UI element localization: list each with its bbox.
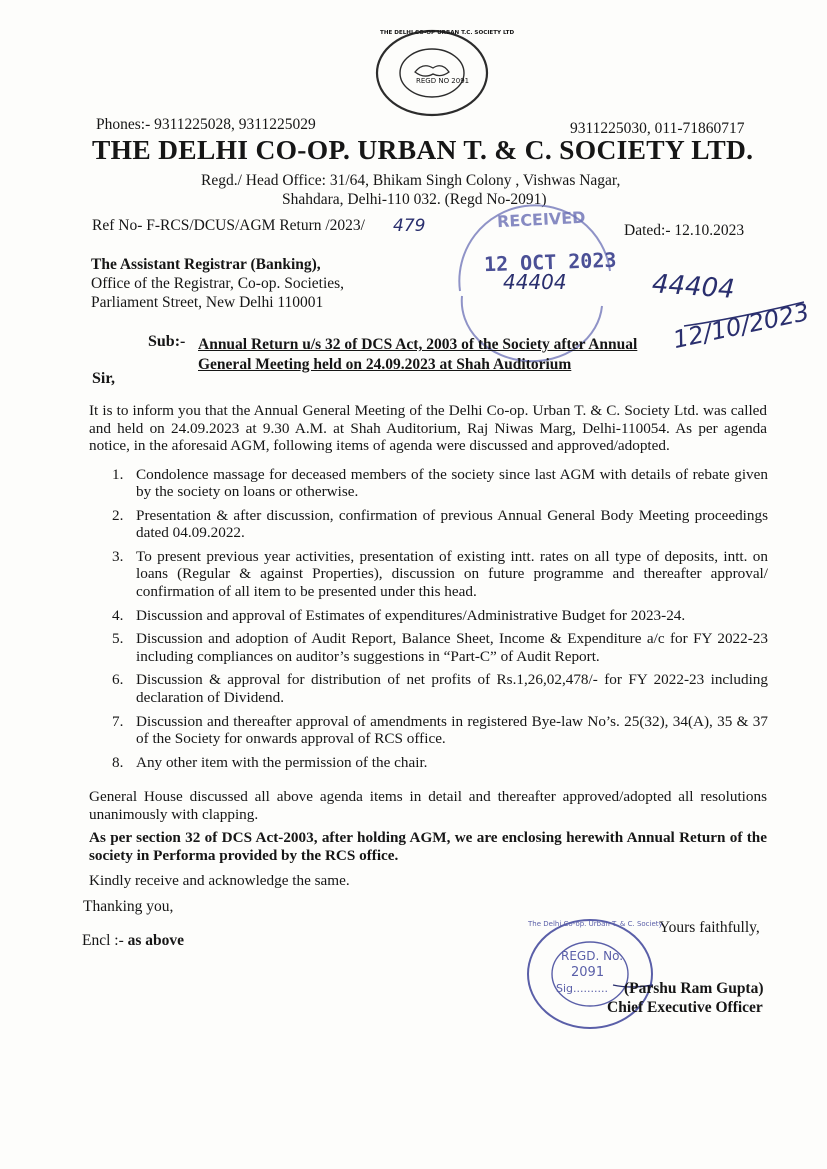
thanking-line: Thanking you, xyxy=(83,898,174,915)
agenda-item: 7. Discussion and thereafter approval of amendments in registered Bye-law No’s. 25(32), 34(A), 35 & 37 of the Society for onwards approval of RCS office. xyxy=(112,712,768,747)
closing-line: Yours faithfully, xyxy=(659,919,760,936)
intro-paragraph: It is to inform you that the Annual General Meeting of the Delhi Co-op. Urban T. & C. Society Ltd. was called and held on 24.09.2023 at 9.30 A.M. at Shah Auditorium, Raj Niwas Marg, Delhi-110054. As per agenda notice, in the aforesaid AGM, following items of agenda were discussed and approved/adopted. xyxy=(89,402,767,455)
general-house-paragraph: General House discussed all above agenda items in detail and thereafter approved/adopted all resolutions unanimously with clapping. xyxy=(89,788,767,823)
handwritten-note-number: 44404 xyxy=(651,269,736,305)
letter-date: Dated:- 12.10.2023 xyxy=(624,222,745,239)
agenda-item: 2. Presentation & after discussion, confirmation of previous Annual General Body Meeting proceedings dated 04.09.2022. xyxy=(112,507,768,542)
agenda-item: 3. To present previous year activities, presentation of existing intt. rates on all type of deposits, intt. on loans (Regular & against Properties), discussion on future programme and thereafter approval/ confirmation of all item to be presented under this head. xyxy=(112,548,768,600)
seal-bottom-sig: Sig.......... xyxy=(556,982,608,995)
seal-top-ring-text: THE DELHI CO-OP URBAN T.C. SOCIETY LTD xyxy=(380,30,515,36)
handwritten-note-date: 12/10/2023 xyxy=(670,297,812,355)
received-stamp-label: RECEIVED xyxy=(496,207,586,232)
office-address-line2: Shahdara, Delhi-110 032. (Regd No-2091) xyxy=(282,191,547,208)
signatory-title: Chief Executive Officer xyxy=(607,999,763,1016)
handwritten-ref-number: 479 xyxy=(393,216,426,236)
reference-number: Ref No- F-RCS/DCUS/AGM Return /2023/ xyxy=(92,217,365,234)
kindly-receive-line: Kindly receive and acknowledge the same. xyxy=(89,872,350,889)
subject-text: Annual Return u/s 32 of DCS Act, 2003 of the Society after Annual General Meeting held on 24.09.2023 at Shah Auditorium xyxy=(198,336,638,373)
addressee-block xyxy=(91,255,344,312)
society-seal-top xyxy=(371,28,515,118)
agenda-item: 4. Discussion and approval of Estimates of expenditures/Administrative Budget for 2023-24. xyxy=(112,606,686,624)
seal-top-regd-text: REGD NO 2091 xyxy=(416,77,470,85)
addressee-line2: Office of the Registrar, Co-op. Societies, xyxy=(91,275,345,292)
received-stamp-handwritten: 44404 xyxy=(503,270,567,294)
phone-numbers-left: Phones:- 9311225028, 9311225029 xyxy=(96,116,316,133)
seal-bottom-regd-label: REGD. No. xyxy=(561,949,624,963)
addressee-line1: The Assistant Registrar (Banking), xyxy=(91,256,321,273)
agenda-item: 1. Condolence massage for deceased members of the society since last AGM with details of rebate given by the society on loans or otherwise. xyxy=(112,466,768,501)
agenda-list xyxy=(108,466,768,777)
enclosure-label: Encl :- xyxy=(82,932,124,949)
seal-bottom-regd-number: 2091 xyxy=(571,965,605,980)
addressee-line3: Parliament Street, New Delhi 110001 xyxy=(91,294,324,311)
office-address-line1: Regd./ Head Office: 31/64, Bhikam Singh Colony , Vishwas Nagar, xyxy=(201,172,621,189)
agenda-item: 6. Discussion & approval for distribution of net profits of Rs.1,26,02,478/- for FY 2022-23 including declaration of Dividend. xyxy=(112,671,768,706)
agenda-item: 8. Any other item with the permission of the chair. xyxy=(112,753,428,771)
signatory-name: (Parshu Ram Gupta) xyxy=(624,980,764,997)
received-stamp-date: 12 OCT 2023 xyxy=(483,247,617,277)
phone-numbers-right: 9311225030, 011-71860717 xyxy=(570,120,745,137)
society-title: THE DELHI CO-OP. URBAN T. & C. SOCIETY LTD. xyxy=(92,134,754,165)
salutation: Sir, xyxy=(92,370,115,387)
agenda-item: 5. Discussion and adoption of Audit Report, Balance Sheet, Income & Expenditure a/c for FY 2022-23 including compliances on auditor’s suggestions in “Part-C” of Audit Report. xyxy=(112,630,768,665)
enclosure-line xyxy=(82,932,184,950)
section32-paragraph: As per section 32 of DCS Act-2003, after holding AGM, we are enclosing herewith Annual Return of the society in Performa provided by the RCS office. xyxy=(89,829,767,864)
enclosure-value: as above xyxy=(127,932,185,949)
seal-bottom-ring-text: The Delhi Co-op. Urban T. & C. Society xyxy=(528,920,663,928)
subject-label: Sub:- xyxy=(148,333,186,350)
